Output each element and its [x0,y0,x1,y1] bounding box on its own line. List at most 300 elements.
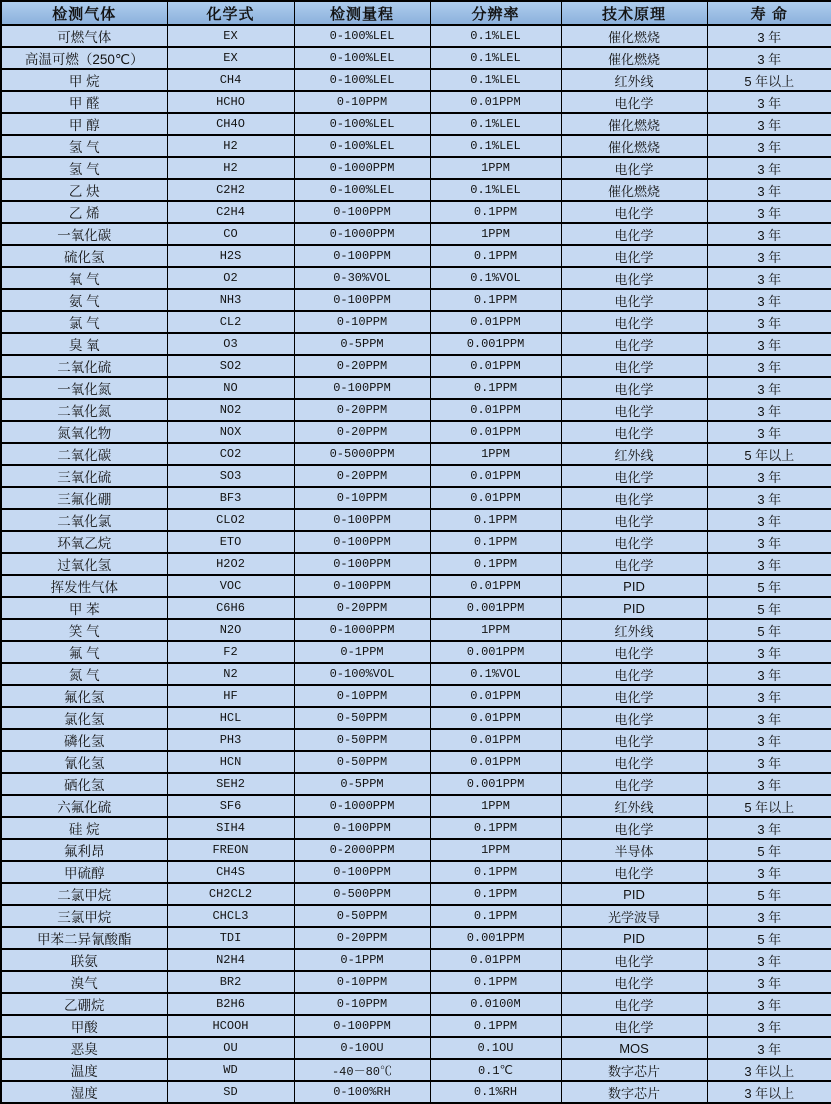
lifespan-cell: 3 年 [707,663,831,685]
resolution-cell: 0.1%LEL [430,179,561,201]
range-cell: 0-20PPM [294,465,430,487]
lifespan-cell: 3 年 [707,377,831,399]
resolution-cell: 0.01PPM [430,487,561,509]
header-row [1,1,831,25]
table-row [1,729,831,751]
resolution-cell: 0.1PPM [430,883,561,905]
gas-name-cell: 六氟化硫 [1,795,167,817]
gas-name-cell: 甲 苯 [1,597,167,619]
principle-cell: 电化学 [561,729,707,751]
resolution-cell: 0.1%LEL [430,113,561,135]
lifespan-cell: 3 年 [707,157,831,179]
gas-name-cell: 磷化氢 [1,729,167,751]
formula-cell: NO [167,377,294,399]
range-cell: 0-1000PPM [294,795,430,817]
formula-cell: CLO2 [167,509,294,531]
range-cell: 0-20PPM [294,355,430,377]
principle-cell: 电化学 [561,531,707,553]
resolution-cell: 0.1OU [430,1037,561,1059]
lifespan-cell: 3 年 [707,113,831,135]
gas-name-cell: 一氧化碳 [1,223,167,245]
formula-cell: CH4O [167,113,294,135]
resolution-cell: 0.01PPM [430,707,561,729]
table-row [1,1059,831,1081]
principle-cell: 电化学 [561,465,707,487]
gas-name-cell: 过氧化氢 [1,553,167,575]
range-cell: 0-100%RH [294,1081,430,1103]
gas-name-cell: 氢 气 [1,135,167,157]
formula-cell: TDI [167,927,294,949]
gas-name-cell: 硅 烷 [1,817,167,839]
table-row [1,399,831,421]
resolution-cell: 0.01PPM [430,575,561,597]
resolution-cell: 1PPM [430,157,561,179]
table-row [1,135,831,157]
resolution-cell: 0.1℃ [430,1059,561,1081]
principle-cell: 电化学 [561,289,707,311]
gas-name-cell: 甲酸 [1,1015,167,1037]
table-row [1,91,831,113]
formula-cell: FREON [167,839,294,861]
lifespan-cell: 3 年 [707,861,831,883]
formula-cell: PH3 [167,729,294,751]
formula-cell: HCHO [167,91,294,113]
lifespan-cell: 5 年以上 [707,795,831,817]
resolution-cell: 0.1PPM [430,531,561,553]
table-row [1,223,831,245]
resolution-cell: 0.01PPM [430,91,561,113]
resolution-cell: 0.1PPM [430,201,561,223]
table-row [1,531,831,553]
range-cell: 0-100%LEL [294,135,430,157]
principle-cell: 催化燃烧 [561,113,707,135]
resolution-cell: 0.1%LEL [430,25,561,47]
range-cell: 0-5000PPM [294,443,430,465]
principle-cell: PID [561,575,707,597]
lifespan-cell: 3 年 [707,289,831,311]
table-row [1,157,831,179]
table-row [1,355,831,377]
gas-name-cell: 乙 炔 [1,179,167,201]
range-cell: 0-50PPM [294,751,430,773]
principle-cell: 电化学 [561,861,707,883]
lifespan-cell: 5 年 [707,883,831,905]
gas-name-cell: 可燃气体 [1,25,167,47]
formula-cell: H2 [167,157,294,179]
lifespan-cell: 3 年以上 [707,1081,831,1103]
lifespan-cell: 3 年 [707,135,831,157]
resolution-cell: 0.001PPM [430,641,561,663]
gas-name-cell: 乙 烯 [1,201,167,223]
formula-cell: NOX [167,421,294,443]
table-row [1,113,831,135]
table-row [1,575,831,597]
lifespan-cell: 3 年 [707,355,831,377]
lifespan-cell: 3 年 [707,465,831,487]
range-cell: 0-10PPM [294,971,430,993]
range-cell: 0-50PPM [294,729,430,751]
gas-name-cell: 甲 烷 [1,69,167,91]
range-cell: 0-10PPM [294,311,430,333]
gas-name-cell: 硫化氢 [1,245,167,267]
table-row [1,487,831,509]
principle-cell: 催化燃烧 [561,179,707,201]
lifespan-cell: 3 年 [707,971,831,993]
lifespan-cell: 3 年 [707,311,831,333]
range-cell: 0-1000PPM [294,619,430,641]
principle-cell: 电化学 [561,157,707,179]
formula-cell: H2S [167,245,294,267]
formula-cell: F2 [167,641,294,663]
lifespan-cell: 3 年 [707,729,831,751]
lifespan-cell: 3 年 [707,531,831,553]
range-cell: 0-100PPM [294,817,430,839]
range-cell: 0-100%LEL [294,25,430,47]
formula-cell: C2H4 [167,201,294,223]
table-row [1,619,831,641]
column-header-resolution: 分辨率 [430,1,561,25]
gas-name-cell: 一氧化氮 [1,377,167,399]
lifespan-cell: 3 年 [707,1037,831,1059]
gas-name-cell: 氰化氢 [1,751,167,773]
gas-name-cell: 氢 气 [1,157,167,179]
lifespan-cell: 3 年 [707,91,831,113]
principle-cell: 电化学 [561,421,707,443]
range-cell: 0-10PPM [294,91,430,113]
range-cell: 0-100PPM [294,509,430,531]
formula-cell: HCN [167,751,294,773]
table-row [1,927,831,949]
table-row [1,751,831,773]
principle-cell: 数字芯片 [561,1081,707,1103]
gas-name-cell: 二氧化氮 [1,399,167,421]
gas-name-cell: 二氧化硫 [1,355,167,377]
formula-cell: CH4 [167,69,294,91]
column-header-principle: 技术原理 [561,1,707,25]
lifespan-cell: 3 年 [707,25,831,47]
table-row [1,47,831,69]
resolution-cell: 0.01PPM [430,685,561,707]
lifespan-cell: 3 年 [707,553,831,575]
formula-cell: CH2CL2 [167,883,294,905]
gas-name-cell: 甲 醛 [1,91,167,113]
formula-cell: SEH2 [167,773,294,795]
formula-cell: N2 [167,663,294,685]
range-cell: 0-100PPM [294,201,430,223]
lifespan-cell: 3 年 [707,773,831,795]
table-row [1,465,831,487]
principle-cell: 数字芯片 [561,1059,707,1081]
gas-name-cell: 环氧乙烷 [1,531,167,553]
table-row [1,1015,831,1037]
table-row [1,795,831,817]
range-cell: 0-50PPM [294,707,430,729]
principle-cell: 电化学 [561,971,707,993]
gas-name-cell: 笑 气 [1,619,167,641]
resolution-cell: 0.1%RH [430,1081,561,1103]
gas-name-cell: 甲苯二异氰酸酯 [1,927,167,949]
gas-name-cell: 氯化氢 [1,707,167,729]
formula-cell: SD [167,1081,294,1103]
table-row [1,245,831,267]
resolution-cell: 0.0100M [430,993,561,1015]
resolution-cell: 0.1PPM [430,1015,561,1037]
principle-cell: 电化学 [561,223,707,245]
table-row [1,179,831,201]
gas-name-cell: 三氯甲烷 [1,905,167,927]
range-cell: 0-100%LEL [294,179,430,201]
range-cell: 0-100%LEL [294,113,430,135]
formula-cell: SIH4 [167,817,294,839]
lifespan-cell: 5 年 [707,927,831,949]
range-cell: 0-100PPM [294,575,430,597]
gas-name-cell: 硒化氢 [1,773,167,795]
table-row [1,641,831,663]
table-row [1,883,831,905]
formula-cell: WD [167,1059,294,1081]
table-row [1,817,831,839]
range-cell: 0-1000PPM [294,223,430,245]
formula-cell: CO [167,223,294,245]
resolution-cell: 0.01PPM [430,355,561,377]
formula-cell: H2 [167,135,294,157]
lifespan-cell: 3 年 [707,179,831,201]
table-row [1,773,831,795]
table-row [1,25,831,47]
resolution-cell: 1PPM [430,795,561,817]
range-cell: 0-100PPM [294,289,430,311]
gas-name-cell: 二氧化氯 [1,509,167,531]
range-cell: 0-2000PPM [294,839,430,861]
resolution-cell: 0.1PPM [430,817,561,839]
lifespan-cell: 3 年 [707,905,831,927]
formula-cell: BF3 [167,487,294,509]
gas-name-cell: 氮氧化物 [1,421,167,443]
resolution-cell: 0.1PPM [430,245,561,267]
resolution-cell: 0.001PPM [430,333,561,355]
formula-cell: B2H6 [167,993,294,1015]
principle-cell: 电化学 [561,333,707,355]
range-cell: 0-10OU [294,1037,430,1059]
principle-cell: 电化学 [561,399,707,421]
formula-cell: SF6 [167,795,294,817]
table-row [1,333,831,355]
principle-cell: 电化学 [561,949,707,971]
principle-cell: 电化学 [561,993,707,1015]
lifespan-cell: 3 年 [707,641,831,663]
lifespan-cell: 3 年 [707,223,831,245]
gas-name-cell: 氟化氢 [1,685,167,707]
resolution-cell: 0.1%LEL [430,69,561,91]
formula-cell: CH4S [167,861,294,883]
gas-name-cell: 氮 气 [1,663,167,685]
gas-name-cell: 湿度 [1,1081,167,1103]
resolution-cell: 1PPM [430,839,561,861]
range-cell: 0-5PPM [294,333,430,355]
lifespan-cell: 3 年 [707,421,831,443]
lifespan-cell: 5 年以上 [707,443,831,465]
column-header-formula: 化学式 [167,1,294,25]
range-cell: 0-50PPM [294,905,430,927]
resolution-cell: 0.01PPM [430,729,561,751]
principle-cell: 电化学 [561,1015,707,1037]
table-row [1,685,831,707]
range-cell: 0-1000PPM [294,157,430,179]
resolution-cell: 0.1PPM [430,289,561,311]
lifespan-cell: 3 年 [707,817,831,839]
resolution-cell: 0.1%VOL [430,663,561,685]
table-row [1,663,831,685]
range-cell: 0-100PPM [294,377,430,399]
resolution-cell: 0.1%VOL [430,267,561,289]
resolution-cell: 0.01PPM [430,465,561,487]
principle-cell: 电化学 [561,663,707,685]
principle-cell: MOS [561,1037,707,1059]
gas-name-cell: 甲硫醇 [1,861,167,883]
range-cell: 0-20PPM [294,421,430,443]
table-row [1,949,831,971]
gas-name-cell: 溴气 [1,971,167,993]
formula-cell: N2O [167,619,294,641]
formula-cell: EX [167,47,294,69]
lifespan-cell: 3 年 [707,399,831,421]
formula-cell: O2 [167,267,294,289]
resolution-cell: 1PPM [430,619,561,641]
principle-cell: 电化学 [561,311,707,333]
formula-cell: H2O2 [167,553,294,575]
principle-cell: 催化燃烧 [561,47,707,69]
principle-cell: 红外线 [561,619,707,641]
resolution-cell: 0.1PPM [430,971,561,993]
formula-cell: EX [167,25,294,47]
table-row [1,201,831,223]
resolution-cell: 1PPM [430,443,561,465]
gas-name-cell: 氨 气 [1,289,167,311]
range-cell: 0-10PPM [294,685,430,707]
table-row [1,861,831,883]
principle-cell: 电化学 [561,377,707,399]
gas-name-cell: 二氯甲烷 [1,883,167,905]
table-row [1,509,831,531]
resolution-cell: 0.01PPM [430,311,561,333]
resolution-cell: 0.1PPM [430,553,561,575]
range-cell: 0-100PPM [294,1015,430,1037]
formula-cell: N2H4 [167,949,294,971]
resolution-cell: 0.1%LEL [430,135,561,157]
lifespan-cell: 3 年 [707,509,831,531]
gas-name-cell: 高温可燃（250℃） [1,47,167,69]
range-cell: -40－80℃ [294,1059,430,1081]
principle-cell: 催化燃烧 [561,25,707,47]
lifespan-cell: 3 年 [707,949,831,971]
range-cell: 0-100PPM [294,861,430,883]
gas-name-cell: 联氨 [1,949,167,971]
table-row [1,971,831,993]
lifespan-cell: 3 年 [707,993,831,1015]
column-header-lifespan: 寿 命 [707,1,831,25]
range-cell: 0-30%VOL [294,267,430,289]
lifespan-cell: 3 年 [707,333,831,355]
gas-name-cell: 二氧化碳 [1,443,167,465]
range-cell: 0-5PPM [294,773,430,795]
range-cell: 0-100PPM [294,245,430,267]
lifespan-cell: 3 年 [707,245,831,267]
formula-cell: C2H2 [167,179,294,201]
principle-cell: 电化学 [561,245,707,267]
resolution-cell: 0.01PPM [430,949,561,971]
table-row [1,289,831,311]
lifespan-cell: 3 年 [707,267,831,289]
table-row [1,1037,831,1059]
principle-cell: 电化学 [561,355,707,377]
principle-cell: 电化学 [561,553,707,575]
lifespan-cell: 3 年 [707,685,831,707]
range-cell: 0-10PPM [294,487,430,509]
gas-name-cell: 挥发性气体 [1,575,167,597]
table-row [1,1081,831,1103]
resolution-cell: 0.01PPM [430,399,561,421]
formula-cell: NO2 [167,399,294,421]
formula-cell: NH3 [167,289,294,311]
resolution-cell: 0.1PPM [430,509,561,531]
formula-cell: BR2 [167,971,294,993]
table-row [1,421,831,443]
formula-cell: VOC [167,575,294,597]
formula-cell: OU [167,1037,294,1059]
formula-cell: O3 [167,333,294,355]
lifespan-cell: 3 年 [707,1015,831,1037]
resolution-cell: 0.1PPM [430,377,561,399]
gas-name-cell: 恶臭 [1,1037,167,1059]
range-cell: 0-10PPM [294,993,430,1015]
gas-name-cell: 氯 气 [1,311,167,333]
lifespan-cell: 5 年以上 [707,69,831,91]
table-row [1,993,831,1015]
principle-cell: 红外线 [561,795,707,817]
resolution-cell: 1PPM [430,223,561,245]
lifespan-cell: 3 年 [707,487,831,509]
formula-cell: SO2 [167,355,294,377]
table-row [1,69,831,91]
gas-name-cell: 温度 [1,1059,167,1081]
table-row [1,839,831,861]
range-cell: 0-20PPM [294,399,430,421]
range-cell: 0-1PPM [294,641,430,663]
range-cell: 0-100PPM [294,531,430,553]
principle-cell: 电化学 [561,773,707,795]
formula-cell: CL2 [167,311,294,333]
resolution-cell: 0.01PPM [430,751,561,773]
formula-cell: HCOOH [167,1015,294,1037]
principle-cell: 半导体 [561,839,707,861]
lifespan-cell: 5 年 [707,575,831,597]
formula-cell: CHCL3 [167,905,294,927]
gas-name-cell: 氟利昂 [1,839,167,861]
table-header [1,1,831,25]
formula-cell: ETO [167,531,294,553]
formula-cell: HCL [167,707,294,729]
lifespan-cell: 3 年 [707,751,831,773]
table-row [1,443,831,465]
lifespan-cell: 3 年 [707,707,831,729]
principle-cell: 电化学 [561,487,707,509]
principle-cell: 电化学 [561,817,707,839]
resolution-cell: 0.001PPM [430,773,561,795]
resolution-cell: 0.1%LEL [430,47,561,69]
principle-cell: 红外线 [561,443,707,465]
range-cell: 0-500PPM [294,883,430,905]
lifespan-cell: 3 年 [707,47,831,69]
